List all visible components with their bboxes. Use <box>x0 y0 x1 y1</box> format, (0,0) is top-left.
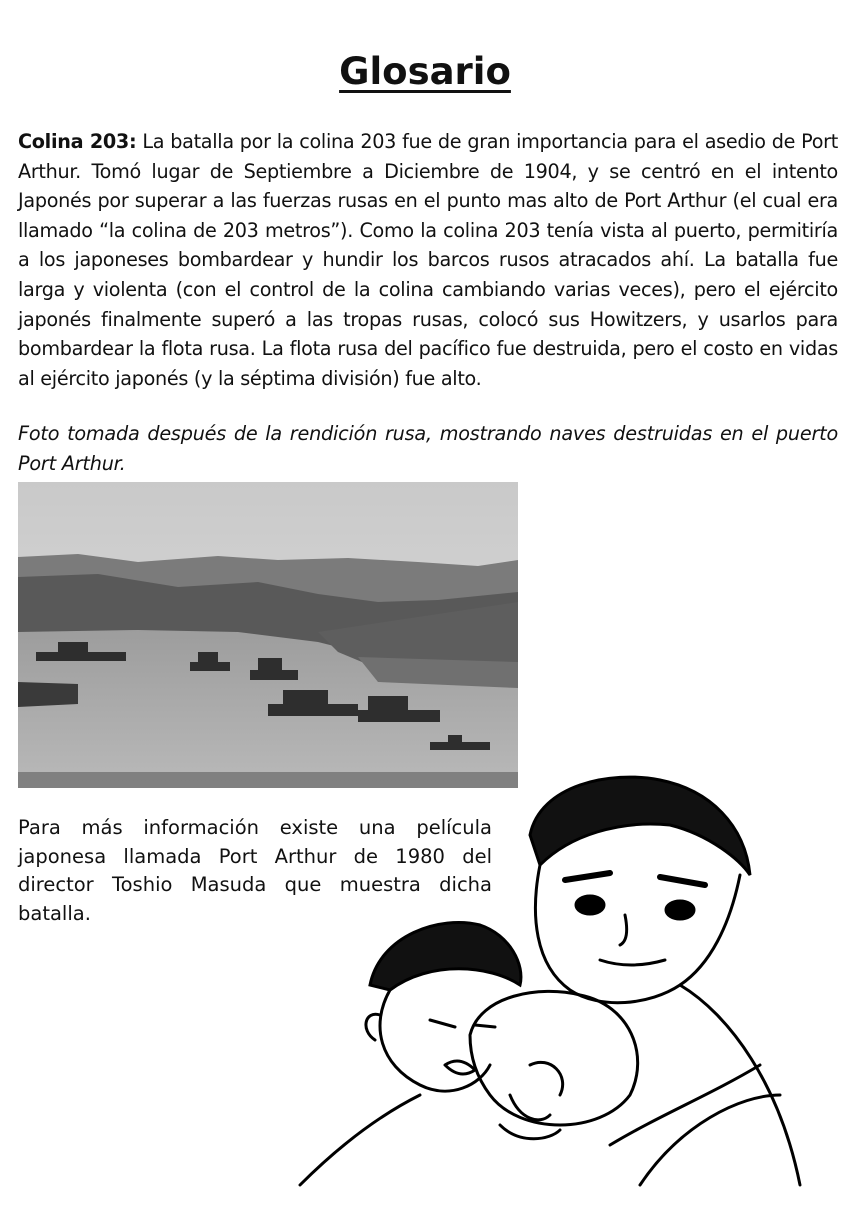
glossary-entry <box>18 127 838 393</box>
photo-caption: Foto tomada después de la rendición rusa, mostrando naves destruidas en el puerto Port Arthur. <box>18 422 838 475</box>
glossary-term: Colina 203: <box>18 130 137 153</box>
page-title: Glosario <box>339 50 511 93</box>
manga-illustration <box>280 765 850 1195</box>
port-arthur-photo <box>18 482 518 788</box>
more-info-text: Para más información existe una película japonesa llamada Port Arthur de 1980 del director Toshio Masuda que muestra dicha batalla. <box>18 816 492 925</box>
glossary-definition: La batalla por la colina 203 fue de gran importancia para el asedio de Port Arthur. Tomó lugar de Septiembre a Diciembre de 1904, y se centró en el intento Japonés por superar a las fuerzas rusas en el punto mas alto de Port Arthur (el cual era llamado “la colina de 203 metros”). Como la colina 203 tenía vista al puerto, permitiría a los japoneses bombardear y hundir los barcos rusos atracados ahí. La batalla fue larga y violenta (con el control de la colina cambiando varias veces), pero el ejército japonés finalmente superó a las tropas rusas, colocó sus Howitzers, y usarlos para bombardear la flota rusa. La flota rusa del pacífico fue destruida, pero el costo en vidas al ejército japonés (y la séptima división) fue alto. <box>18 130 838 390</box>
